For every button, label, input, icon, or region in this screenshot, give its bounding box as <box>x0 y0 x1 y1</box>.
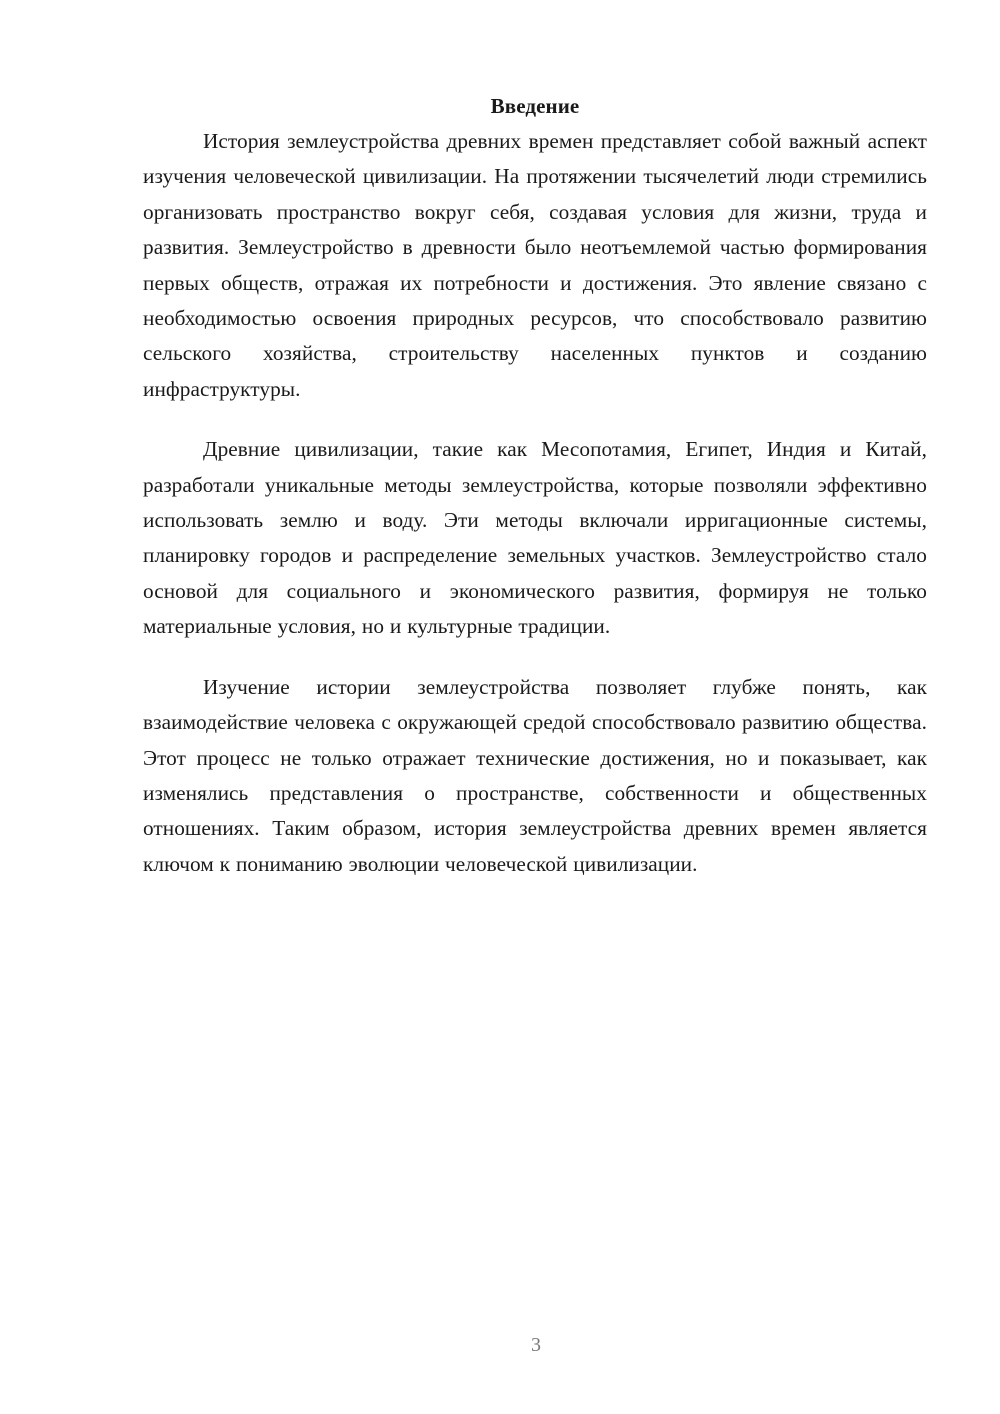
page-number: 3 <box>531 1334 541 1356</box>
page-content <box>143 92 927 907</box>
paragraph-2: Древние цивилизации, такие как Месопотамия, Египет, Индия и Китай, разработали уникальные методы землеустройства, которые позволяли эффективно использовать землю и воду. Эти методы включали ирригационные системы, планировку городов и распределение земельных участков. Землеустройство стало основой для социального и экономического развития, формируя не только материальные условия, но и культурные традиции. <box>143 437 927 639</box>
paragraph-3: Изучение истории землеустройства позволяет глубже понять, как взаимодействие человека с окружающей средой способствовало развитию общества. Этот процесс не только отражает технические достижения, но и показывает, как изменялись представления о пространстве, собственности и общественных отношениях. Таким образом, история землеустройства древних времен является ключом к пониманию эволюции человеческой цивилизации. <box>143 674 927 876</box>
paragraph-1: История землеустройства древних времен представляет собой важный аспект изучения человеческой цивилизации. На протяжении тысячелетий люди стремились организовать пространство вокруг себя, создавая условия для жизни, труда и развития. Землеустройство в древности было неотъемлемой частью формирования первых обществ, отражая их потребности и достижения. Это явление связано с необходимостью освоения природных ресурсов, что способствовало развитию сельского хозяйства, строительству населенных пунктов и созданию инфраструктуры. <box>143 129 927 401</box>
section-heading: Введение <box>490 94 580 118</box>
